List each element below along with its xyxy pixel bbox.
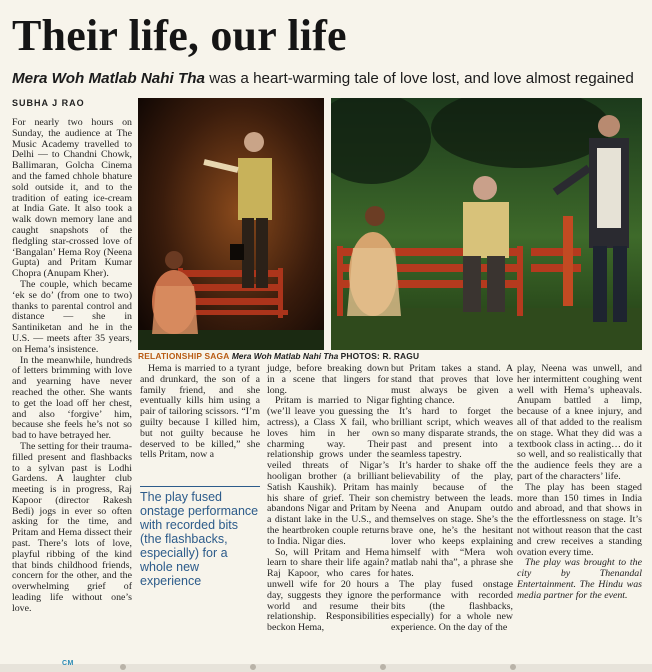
paragraph: It’s hard to forget the brilliant script, which weaves so many disparate strands, the past and present into a seamless tapestry.: [391, 406, 513, 461]
article-column-4: [391, 364, 513, 668]
photo-caption: [138, 351, 642, 362]
caption-kicker: RELATIONSHIP SAGA: [138, 351, 230, 361]
paragraph: For nearly two hours on Sunday, the audience at The Music Academy travelled to Delhi — to Chandni Chowk, Ballimaran, Golcha Cinema and the famed chhole bhature sold outside it, and to the tradition of eating ice-cream at India Gate. It also took a walk down memory lane and caught snapshots of the fledgling star-crossed love of ‘Bangalan’ Hema Roy (Neena Gupta) and Pritam Kumar Chopra (Anupam Kher).: [12, 117, 132, 280]
paragraph: It’s harder to shake off the believability of the play, mainly because of the chemistry between the leads. Neena and Anupam outdo themselves on stage. She’s the brave one, he’s the hesitant lover who keeps explaining himself with “Mera woh matlab nahi tha”, a phrase she hates.: [391, 460, 513, 580]
registration-mark: [380, 664, 386, 670]
paragraph: In the meanwhile, hundreds of letters brimming with love and yearning have never reached the other. She wants to get the load off her chest, and also ‘forgive’ him, because she feels he’s not so bad to have betrayed her.: [12, 354, 132, 442]
paragraph: but Pritam takes a stand. A stand that proves that love must always be given a fighting chance.: [391, 363, 513, 407]
deck-text: was a heart-warming tale of love lost, and love almost regained: [204, 70, 634, 87]
headline: Their life, our life: [12, 11, 347, 60]
paragraph: Pritam is married to Nigar (we’ll leave you guessing the actress), a Class X fail, who loves him in her own charming way. Their relationship grows under the veiled threats of Nigar’s hooligan brother (a brilliant Satish Kaushik). Pritam has his share of grief. Their son abandons Nigar and Pritam by a distant lake in the U.S., and the heartbroken couple returns to India. Nigar dies.: [267, 395, 389, 547]
caption-title: Mera Woh Matlab Nahi Tha: [231, 351, 339, 361]
registration-mark: [250, 664, 256, 670]
paragraph: So, will Pritam and Hema learn to share their life again? Raj Kapoor, who cares for unwell wife for 20 hours a day, suggests they ignore the world and resume their relationship. Responsibilities beckon Hema,: [267, 546, 389, 634]
paragraph: The play has been staged more than 150 times in India and abroad, and that shows in the effortlessness on stage. It’s not without reason that the cast and crew receives a standing ovation every time.: [517, 481, 642, 558]
stage-photo-right: [331, 98, 642, 350]
pull-quote: The play fused onstage performance with recorded bits (the flashbacks, especially) for a whole new experience: [140, 486, 260, 588]
article-column-1: [12, 118, 132, 668]
article-column-3: [267, 364, 389, 668]
caption-credit: PHOTOS: R. RAGU: [340, 351, 420, 361]
registration-mark: [120, 664, 126, 670]
stage-photo-left: [138, 98, 324, 350]
paragraph: The setting for their trauma-filled present and flashbacks to a sylvan past is Lodhi Gardens. A laughter club meeting is in progress, Raj Kapoor (director Rakesh Bedi) jogs in ever so often asking for the time, and Pritam and Hema dissect their past. There’s lots of love, playful ribbing of the kind that binds childhood friends, concern for the other, and the overwhelming grief of leading life without one’s love.: [12, 440, 132, 614]
registration-mark: [510, 664, 516, 670]
paragraph: Hema is married to a tyrant and drunkard, the son of a family friend, and she eventually kills him using a pair of tailoring scissors. “I’m guilty because I killed him, but not guilty because he deserved to be killed,” she tells Pritam, now a: [140, 363, 260, 461]
deck: [12, 70, 644, 88]
byline: SUBHA J RAO: [12, 98, 85, 108]
paragraph: play, Neena was unwell, and her intermittent coughing went well with Hema’s upheavals. Anupam battled a limp, because of a knee injury, and all of that added to the realism on stage. What they did was a textbook class in acting… do it so well, and so realistically that the audience feels they are a part of the characters’ life.: [517, 363, 642, 482]
stage-photo-left-image: [138, 98, 324, 350]
page-bottom-strip: [0, 664, 652, 672]
article-column-5: [517, 364, 642, 668]
print-mark: CM: [62, 660, 74, 667]
paragraph: judge, before breaking down in a scene that lingers for long.: [267, 363, 389, 396]
stage-photo-right-image: [331, 98, 642, 350]
credit-note: The play was brought to the city by Thenandal Entertainment. The Hindu was media partner for the event.: [517, 557, 642, 601]
deck-play-title: Mera Woh Matlab Nahi Tha: [12, 70, 205, 87]
paragraph: The couple, which became ‘ek se do’ (from one to two) thanks to parental control and distance — she in Santiniketan and he in the U.S. — meets after 35 years, on Hema’s insistence.: [12, 278, 132, 355]
paragraph: The play fused onstage performance with recorded bits (the flashbacks, especially) for a whole new experience. On the day of the: [391, 578, 513, 634]
